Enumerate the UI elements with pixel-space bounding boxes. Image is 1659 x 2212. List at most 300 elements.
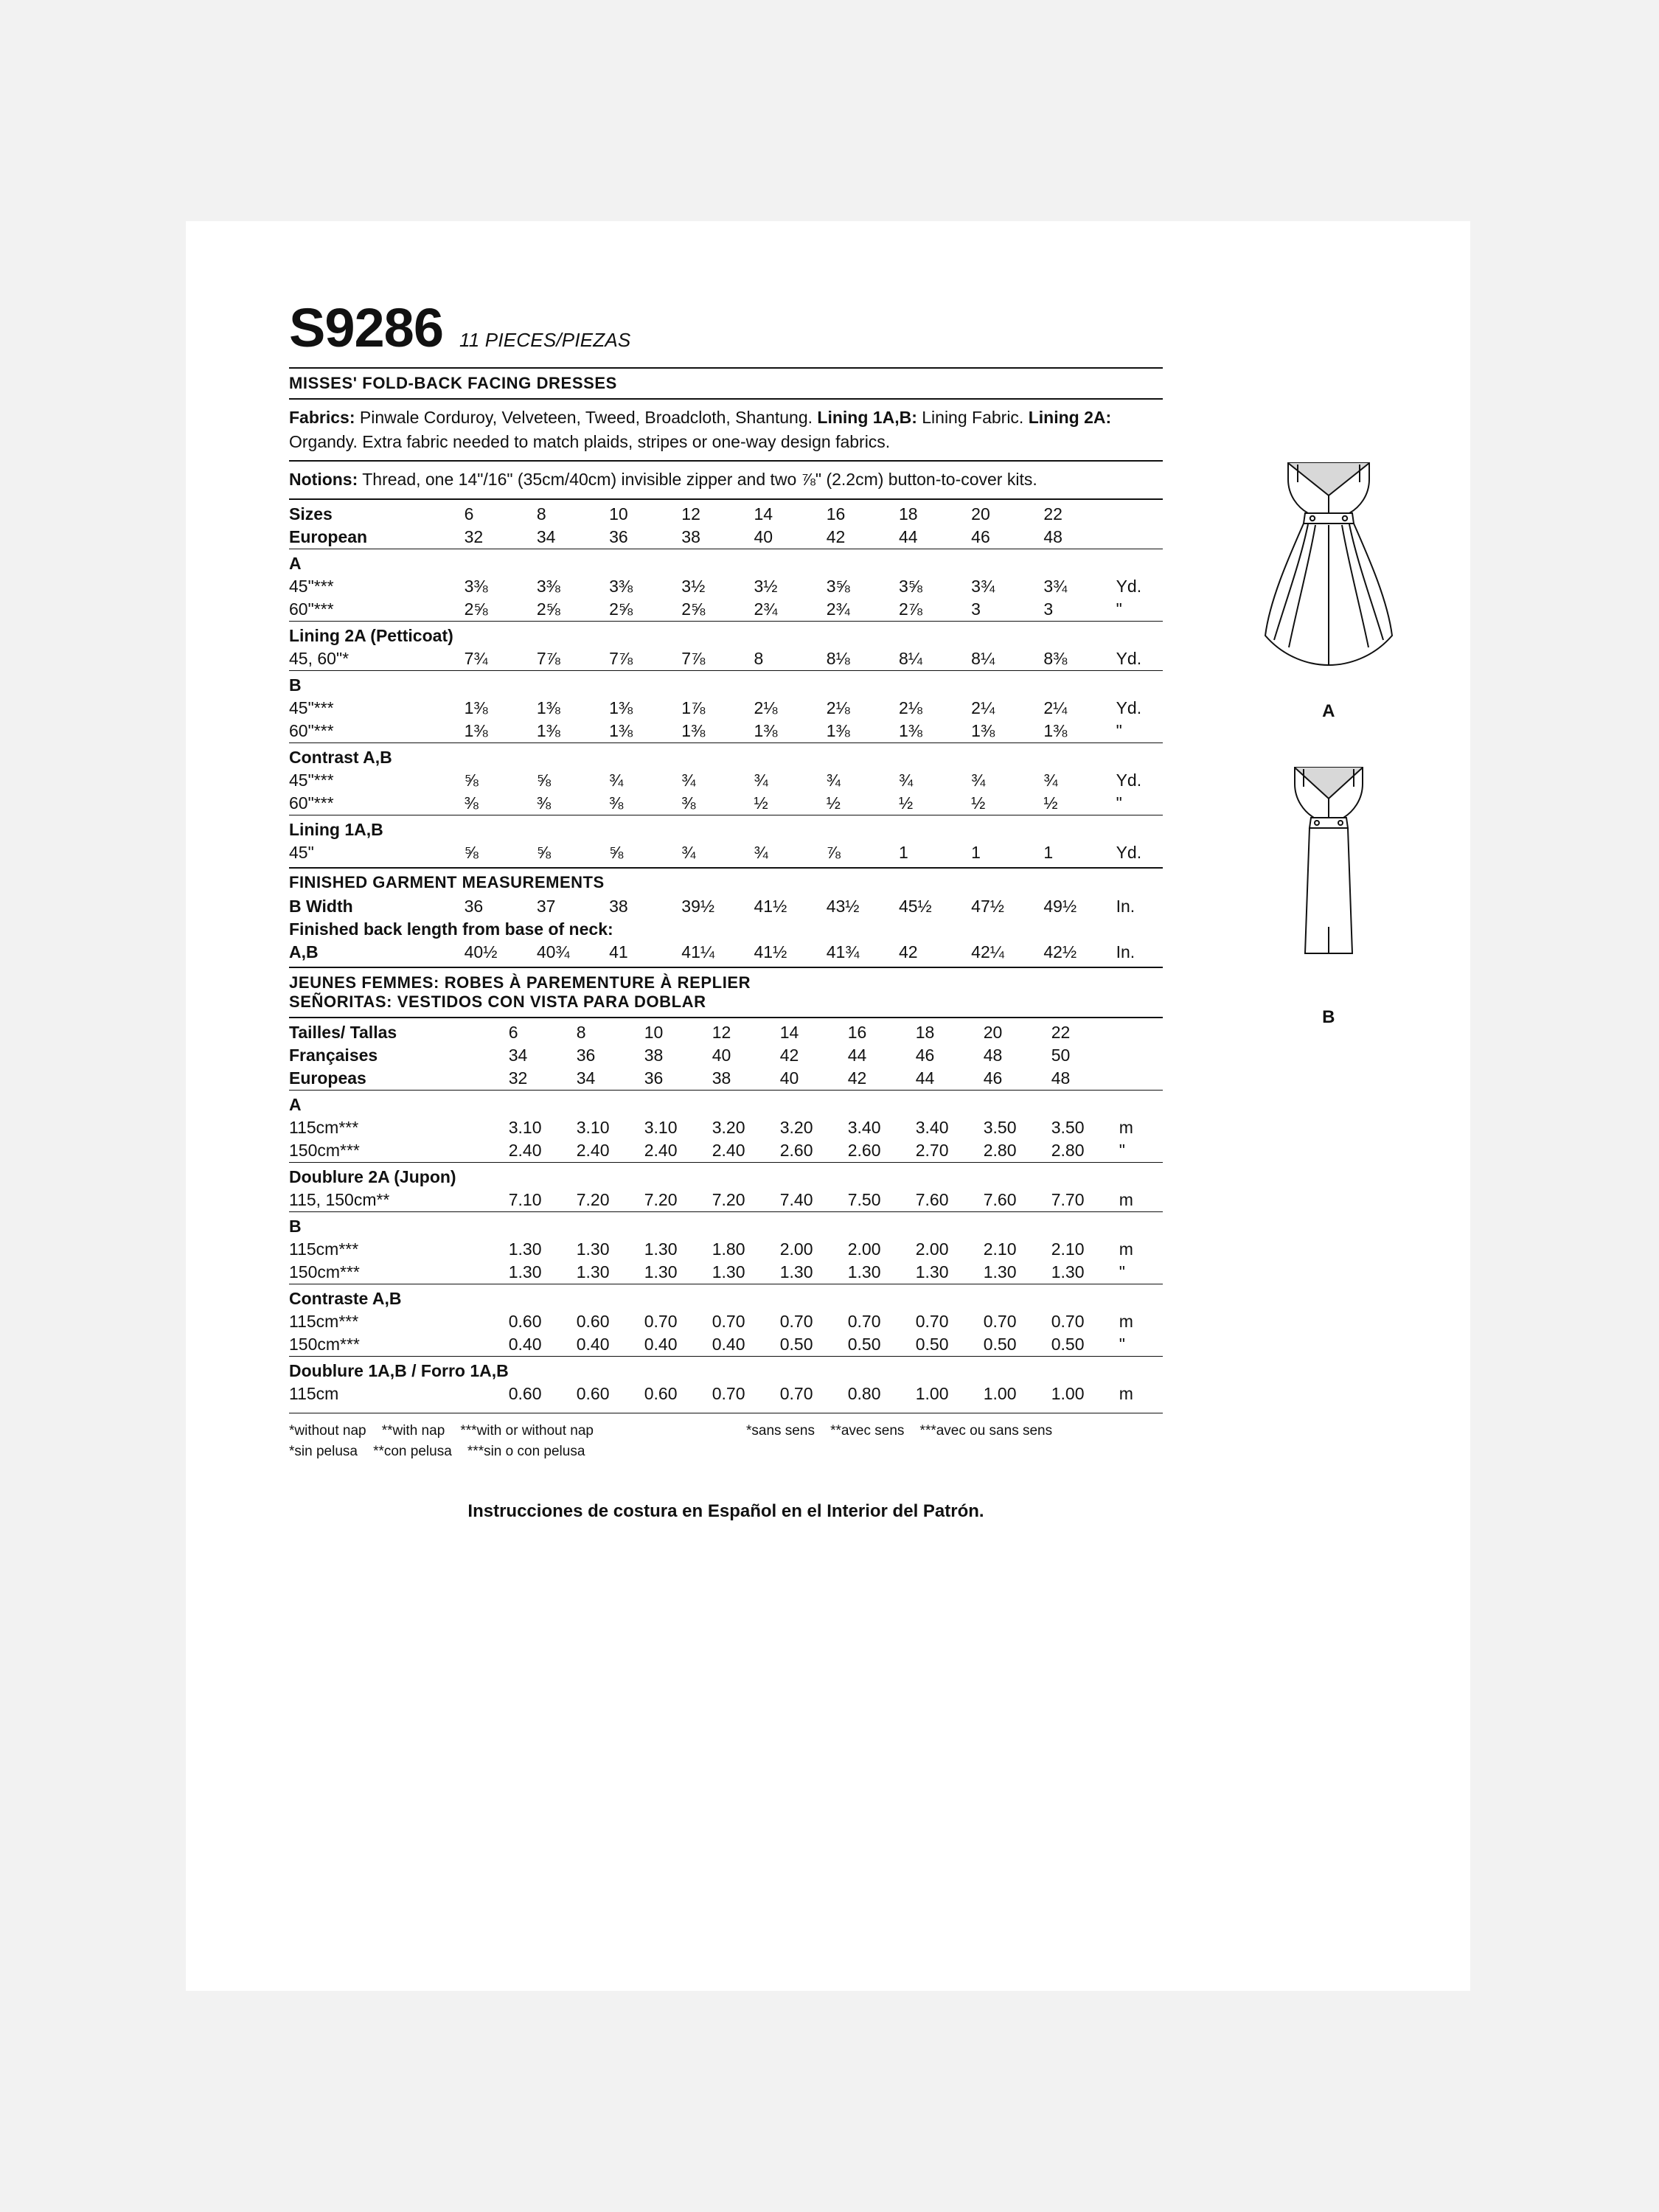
row-value <box>644 1356 712 1382</box>
row-unit: In. <box>1116 942 1135 961</box>
header <box>289 297 1366 358</box>
row-value: 0.70 <box>1051 1311 1085 1331</box>
row-value: 1 <box>898 842 908 862</box>
row-value: 1.00 <box>915 1383 949 1403</box>
row-unit: m <box>1119 1383 1133 1403</box>
row-value <box>681 742 754 769</box>
row-label: 150cm*** <box>289 1334 360 1354</box>
row-value: 0.50 <box>915 1334 949 1354</box>
illustrations <box>1207 450 1450 1028</box>
row-value: 0.60 <box>576 1311 610 1331</box>
row-value <box>509 1284 577 1310</box>
row-value: 1⅜ <box>609 720 633 740</box>
row-value: 7.60 <box>983 1189 1017 1209</box>
row-unit <box>1116 670 1163 697</box>
row-unit: Yd. <box>1116 842 1142 862</box>
row-value: 40 <box>754 526 773 546</box>
row-value <box>465 549 537 575</box>
row-value: 2.60 <box>779 1140 813 1160</box>
table-row <box>289 1261 1163 1284</box>
row-value <box>1051 1162 1119 1189</box>
row-value <box>681 549 754 575</box>
row-value: 46 <box>983 1068 1003 1088</box>
fabrics-text-1: Pinwale Corduroy, Velveteen, Tweed, Broadcloth, Shantung. <box>355 408 818 427</box>
row-value <box>712 1211 780 1238</box>
row-unit <box>1119 1090 1163 1116</box>
finished-measurements-table <box>289 895 1163 964</box>
row-value <box>1043 670 1116 697</box>
view-a-figure <box>1207 450 1450 722</box>
row-value: 3.40 <box>847 1117 881 1137</box>
row-value: 1.30 <box>576 1239 610 1259</box>
row-value: 8 <box>754 648 764 668</box>
row-value: ⅝ <box>536 842 552 862</box>
row-value: 47½ <box>971 896 1004 916</box>
table-row <box>289 1067 1163 1091</box>
row-value: 8¼ <box>971 648 995 668</box>
row-value: 1⅜ <box>464 698 488 717</box>
row-value <box>984 1162 1051 1189</box>
row-value: 42 <box>779 1045 799 1065</box>
table-row <box>289 1211 1163 1238</box>
row-value: 8¼ <box>898 648 922 668</box>
row-label: Europeas <box>289 1068 366 1088</box>
table-row <box>289 1310 1163 1333</box>
row-unit: " <box>1119 1334 1125 1354</box>
row-value <box>712 1162 780 1189</box>
row-value: 2.80 <box>983 1140 1017 1160</box>
row-value: 0.70 <box>779 1311 813 1331</box>
garment-title-en: MISSES' FOLD-BACK FACING DRESSES <box>289 374 617 392</box>
table-row <box>289 1284 1163 1310</box>
row-value: ¾ <box>971 770 986 790</box>
row-value <box>465 815 537 841</box>
row-value: 0.40 <box>644 1334 678 1354</box>
row-label: B Width <box>289 896 353 916</box>
row-value <box>916 1090 984 1116</box>
row-unit: Yd. <box>1116 648 1142 668</box>
row-unit <box>1116 742 1163 769</box>
garment-title-es: SEÑORITAS: VESTIDOS CON VISTA PARA DOBLAR <box>289 992 706 1011</box>
row-value <box>780 1356 848 1382</box>
row-value <box>971 549 1043 575</box>
row-value <box>681 670 754 697</box>
row-label: 45, 60"* <box>289 648 349 668</box>
row-unit <box>1119 1018 1163 1044</box>
row-value: 2.40 <box>508 1140 542 1160</box>
row-value: 0.70 <box>644 1311 678 1331</box>
row-unit <box>1116 549 1163 575</box>
row-label: Doublure 2A (Jupon) <box>289 1162 509 1189</box>
row-value: 1.30 <box>644 1239 678 1259</box>
row-value: 3.20 <box>779 1117 813 1137</box>
row-value: ⅞ <box>826 842 841 862</box>
row-value: 1.30 <box>915 1262 949 1281</box>
row-value: 1⅜ <box>971 720 995 740</box>
row-value: 32 <box>464 526 484 546</box>
row-value: 1.80 <box>712 1239 745 1259</box>
row-value: ¾ <box>898 770 914 790</box>
row-value: 1.30 <box>847 1262 881 1281</box>
row-value: 1.30 <box>644 1262 678 1281</box>
row-value: 36 <box>464 896 484 916</box>
row-value <box>916 1356 984 1382</box>
row-unit: " <box>1119 1140 1125 1160</box>
row-value: 2.40 <box>576 1140 610 1160</box>
row-value: 1.00 <box>983 1383 1017 1403</box>
table-row <box>289 742 1163 769</box>
row-unit: m <box>1119 1239 1133 1259</box>
row-value <box>537 815 609 841</box>
row-value <box>971 815 1043 841</box>
row-value: 3¾ <box>971 576 995 596</box>
row-value: 14 <box>780 1018 848 1044</box>
row-label: 115cm <box>289 1383 339 1403</box>
row-label: 60"*** <box>289 720 334 740</box>
row-value: ⅝ <box>464 842 479 862</box>
row-label: A,B <box>289 942 319 961</box>
table-row <box>289 895 1163 918</box>
row-value: ¾ <box>609 770 624 790</box>
garment-title-fr: JEUNES FEMMES: ROBES À PAREMENTURE À REPLIER <box>289 973 751 992</box>
row-unit: " <box>1116 720 1122 740</box>
row-label: 115, 150cm** <box>289 1189 390 1209</box>
piece-count: 11 PIECES/PIEZAS <box>459 329 631 351</box>
row-value <box>1051 1090 1119 1116</box>
row-value: 22 <box>1051 1018 1119 1044</box>
row-value <box>577 1162 644 1189</box>
row-value <box>827 815 899 841</box>
row-unit: m <box>1119 1311 1133 1331</box>
row-value: 0.50 <box>983 1334 1017 1354</box>
view-b-figure <box>1207 756 1450 1028</box>
row-value <box>916 1211 984 1238</box>
row-value <box>827 670 899 697</box>
row-value <box>899 621 971 647</box>
row-value: ⅝ <box>609 842 624 862</box>
row-unit <box>1119 1162 1163 1189</box>
row-value: 10 <box>644 1018 712 1044</box>
row-value: 0.60 <box>508 1311 542 1331</box>
row-value: 1.30 <box>779 1262 813 1281</box>
row-value: 0.40 <box>576 1334 610 1354</box>
lining-1ab-label: Lining 1A,B: <box>817 408 917 427</box>
row-value: 3.20 <box>712 1117 745 1137</box>
row-value: 41¼ <box>681 942 715 961</box>
row-value: 40 <box>712 1045 731 1065</box>
row-value <box>609 815 681 841</box>
row-value <box>681 621 754 647</box>
row-value <box>899 670 971 697</box>
row-value <box>848 1162 916 1189</box>
row-label: 150cm*** <box>289 1262 360 1281</box>
row-value <box>984 1356 1051 1382</box>
row-value <box>577 1284 644 1310</box>
row-value: 8 <box>537 499 609 526</box>
row-label: European <box>289 526 368 546</box>
table-row <box>289 841 1163 864</box>
row-value: 2⅛ <box>754 698 778 717</box>
row-value: 0.60 <box>508 1383 542 1403</box>
row-value: 3.10 <box>644 1117 678 1137</box>
row-value <box>899 742 971 769</box>
row-value <box>971 670 1043 697</box>
row-value: 37 <box>536 896 556 916</box>
table-row <box>289 1356 1163 1382</box>
finished-measurements-heading: FINISHED GARMENT MEASUREMENTS <box>289 872 605 891</box>
row-value: 39½ <box>681 896 715 916</box>
row-value: 41 <box>609 942 628 961</box>
row-value: 0.70 <box>712 1311 745 1331</box>
row-value: 48 <box>1043 526 1062 546</box>
table-row <box>289 1333 1163 1357</box>
row-value <box>577 1090 644 1116</box>
row-value: 3.40 <box>915 1117 949 1137</box>
row-value: 0.50 <box>1051 1334 1085 1354</box>
table-row <box>289 1189 1163 1212</box>
row-value: 36 <box>609 526 628 546</box>
view-b-label: B <box>1322 1007 1335 1027</box>
row-value: 40 <box>779 1068 799 1088</box>
row-value <box>971 621 1043 647</box>
row-value: 0.60 <box>576 1383 610 1403</box>
table-row <box>289 1162 1163 1189</box>
footnote-es-1: *sin pelusa <box>289 1444 358 1460</box>
notions-text: Thread, one 14"/16" (35cm/40cm) invisible zipper and two ⅞" (2.2cm) button-to-cover kits. <box>358 470 1037 490</box>
notions-label: Notions: <box>289 470 358 490</box>
row-value: ½ <box>898 793 914 813</box>
row-value: 41½ <box>754 896 787 916</box>
row-value: 2¾ <box>754 599 778 619</box>
table-row <box>289 941 1163 964</box>
content-area <box>289 265 1366 1522</box>
row-value: 3⅜ <box>536 576 560 596</box>
row-value <box>754 621 827 647</box>
row-value: ¾ <box>826 770 841 790</box>
row-value: 2¼ <box>1043 698 1068 717</box>
table-row <box>289 918 1163 941</box>
footnote-es-3: ***sin o con pelusa <box>467 1444 585 1460</box>
row-value: 2.60 <box>847 1140 881 1160</box>
row-value <box>848 1211 916 1238</box>
row-value <box>712 1090 780 1116</box>
row-value <box>1051 1356 1119 1382</box>
row-unit <box>1119 1067 1163 1091</box>
row-unit <box>1116 621 1163 647</box>
row-value <box>1051 1284 1119 1310</box>
row-value <box>984 1284 1051 1310</box>
row-unit: Yd. <box>1116 698 1142 717</box>
table-row <box>289 647 1163 671</box>
row-value: 7.40 <box>779 1189 813 1209</box>
row-value: ⅜ <box>464 793 479 813</box>
row-value: 2.70 <box>915 1140 949 1160</box>
table-row <box>289 1044 1163 1067</box>
row-value: 1.30 <box>983 1262 1017 1281</box>
row-value: 7.70 <box>1051 1189 1085 1209</box>
fabrics-label: Fabrics: <box>289 408 355 427</box>
row-value: 3 <box>971 599 981 619</box>
row-value: 40¾ <box>536 942 570 961</box>
row-value: ⅜ <box>681 793 696 813</box>
footnote-en-1: *without nap <box>289 1422 366 1439</box>
row-value: 1.30 <box>508 1262 542 1281</box>
row-value: 2.00 <box>779 1239 813 1259</box>
table-row <box>289 598 1163 622</box>
row-value: 1.30 <box>508 1239 542 1259</box>
row-value: 36 <box>576 1045 596 1065</box>
row-unit <box>1116 526 1163 549</box>
row-value: ⅜ <box>609 793 624 813</box>
row-label: A <box>289 1090 509 1116</box>
row-value <box>609 670 681 697</box>
row-value <box>1043 815 1116 841</box>
row-value: 16 <box>848 1018 916 1044</box>
row-label: B <box>289 670 465 697</box>
row-label: 115cm*** <box>289 1239 359 1259</box>
fabrics-text-3: Organdy. Extra fabric needed to match plaids, stripes or one-way design fabrics. <box>289 431 891 451</box>
footnote-fr-1: *sans sens <box>746 1422 815 1439</box>
row-value: 48 <box>1051 1068 1071 1088</box>
finished-measurements-body <box>289 895 1163 964</box>
row-value: 3½ <box>681 576 706 596</box>
row-label: 60"*** <box>289 793 334 813</box>
row-value: 7.50 <box>847 1189 881 1209</box>
row-label: Lining 2A (Petticoat) <box>289 621 465 647</box>
row-value: 34 <box>576 1068 596 1088</box>
row-value: 1⅜ <box>681 720 706 740</box>
row-value: 1⅜ <box>464 720 488 740</box>
row-value <box>971 742 1043 769</box>
row-value: 3⅝ <box>898 576 922 596</box>
footnotes <box>289 1413 1163 1463</box>
row-value: 3.10 <box>576 1117 610 1137</box>
row-label: Françaises <box>289 1045 378 1065</box>
row-value <box>537 742 609 769</box>
row-value: 2⅝ <box>464 599 488 619</box>
row-unit <box>1119 1044 1163 1067</box>
footnote-fr-3: ***avec ou sans sens <box>919 1422 1053 1439</box>
row-label: 115cm*** <box>289 1117 359 1137</box>
row-value: 2⅝ <box>681 599 706 619</box>
row-value <box>754 742 827 769</box>
row-value <box>609 549 681 575</box>
footnote-es-2: **con pelusa <box>373 1444 452 1460</box>
row-unit <box>1119 1284 1163 1310</box>
row-value: 7⅞ <box>536 648 560 668</box>
metric-yardage-body <box>289 1018 1163 1405</box>
row-unit: " <box>1119 1262 1125 1281</box>
row-value <box>827 742 899 769</box>
row-value <box>465 742 537 769</box>
row-value <box>537 670 609 697</box>
dress-view-b-drawing <box>1218 756 1439 999</box>
row-value: 41½ <box>754 942 787 961</box>
footnote-line-fr <box>746 1421 1159 1442</box>
row-value <box>465 670 537 697</box>
row-value <box>827 621 899 647</box>
row-value <box>509 1356 577 1382</box>
footnotes-fr <box>746 1421 1159 1463</box>
row-label: Doublure 1A,B / Forro 1A,B <box>289 1356 509 1382</box>
row-value: 42 <box>826 526 846 546</box>
row-value: 8 <box>577 1018 644 1044</box>
view-a-label: A <box>1322 701 1335 721</box>
row-value <box>848 1090 916 1116</box>
table-row <box>289 1018 1163 1044</box>
row-value <box>780 1162 848 1189</box>
table-row <box>289 720 1163 743</box>
row-value: 0.70 <box>915 1311 949 1331</box>
row-value <box>780 1284 848 1310</box>
row-value <box>916 1162 984 1189</box>
row-value: 1.30 <box>576 1262 610 1281</box>
row-value <box>780 1090 848 1116</box>
table-row <box>289 1382 1163 1405</box>
row-value: 0.60 <box>644 1383 678 1403</box>
row-value: 22 <box>1043 499 1116 526</box>
row-value: 3⅜ <box>464 576 488 596</box>
lining-2a-label: Lining 2A: <box>1028 408 1112 427</box>
table-row <box>289 769 1163 792</box>
row-unit: In. <box>1116 896 1135 916</box>
row-value: 38 <box>609 896 628 916</box>
row-value <box>754 549 827 575</box>
row-value: 3 <box>1043 599 1054 619</box>
table-row <box>289 815 1163 841</box>
row-value: ¾ <box>681 770 696 790</box>
row-value: ½ <box>754 793 768 813</box>
row-value <box>1043 549 1116 575</box>
table-row <box>289 792 1163 815</box>
row-value: 7⅞ <box>609 648 633 668</box>
row-value: 6 <box>509 1018 577 1044</box>
row-value <box>780 1211 848 1238</box>
row-value: ½ <box>1043 793 1058 813</box>
row-value: 16 <box>827 499 899 526</box>
row-unit: Yd. <box>1116 770 1142 790</box>
row-value <box>916 1284 984 1310</box>
row-value: 46 <box>915 1045 935 1065</box>
row-value <box>644 1284 712 1310</box>
row-value: 38 <box>644 1045 664 1065</box>
row-unit: " <box>1116 599 1122 619</box>
row-value: 1 <box>971 842 981 862</box>
footnote-line-es <box>289 1441 746 1463</box>
row-value: 3⅜ <box>609 576 633 596</box>
row-value: 41¾ <box>826 942 860 961</box>
row-label: 60"*** <box>289 599 334 619</box>
row-value: 0.70 <box>983 1311 1017 1331</box>
row-value <box>509 1211 577 1238</box>
row-value: 3¾ <box>1043 576 1068 596</box>
row-value: 1.00 <box>1051 1383 1085 1403</box>
row-value <box>827 549 899 575</box>
row-value: 1⅜ <box>536 720 560 740</box>
row-value <box>848 1356 916 1382</box>
row-label: Lining 1A,B <box>289 815 465 841</box>
table-row <box>289 670 1163 697</box>
table-row <box>289 1139 1163 1163</box>
row-value: ½ <box>971 793 986 813</box>
row-value: 7⅞ <box>681 648 706 668</box>
row-value: 1⅜ <box>898 720 922 740</box>
row-value: 0.50 <box>847 1334 881 1354</box>
row-value <box>1043 621 1116 647</box>
row-value: 1.30 <box>712 1262 745 1281</box>
row-value <box>465 621 537 647</box>
row-value: ¾ <box>754 842 768 862</box>
